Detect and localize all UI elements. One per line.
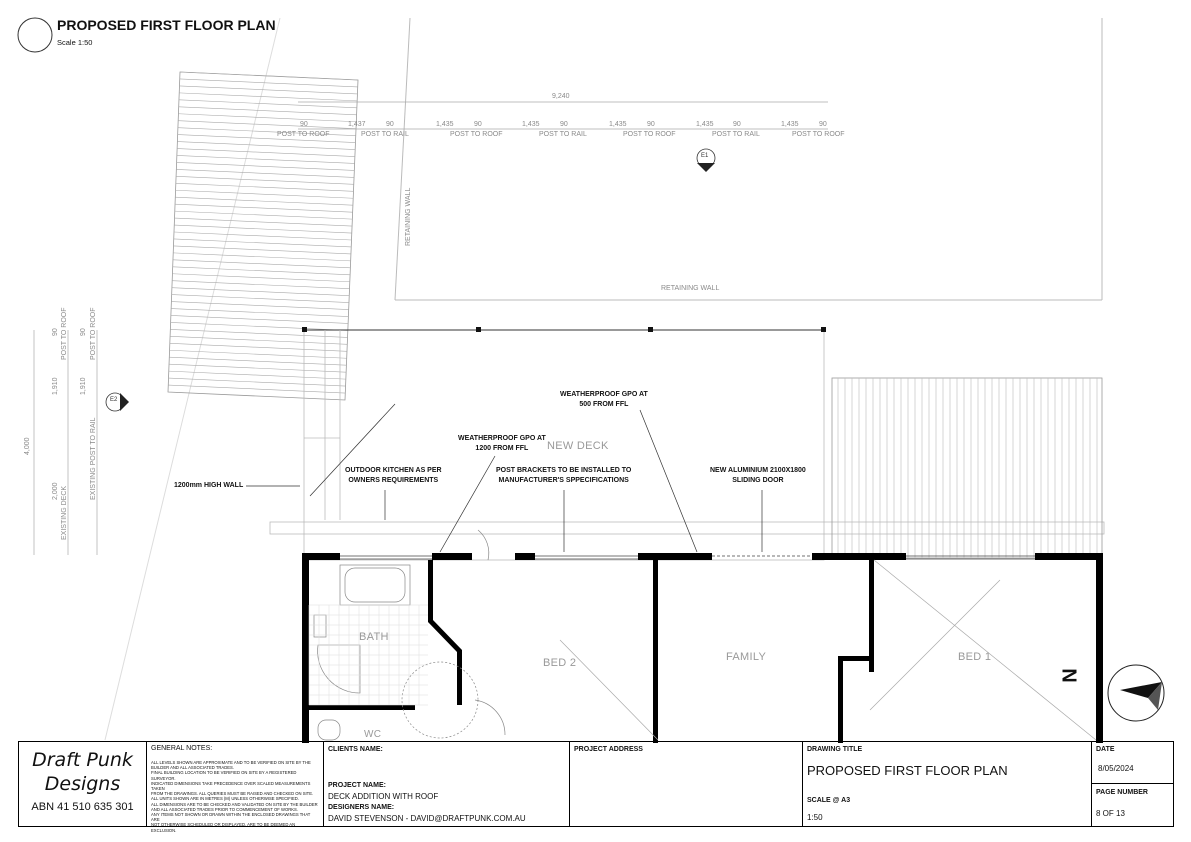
- dim-overall: 9,240: [552, 93, 570, 100]
- dim-left-label: POST TO ROOF: [61, 307, 68, 360]
- drawing-title: PROPOSED FIRST FLOOR PLAN: [57, 17, 276, 33]
- date-label: DATE: [1096, 746, 1115, 753]
- bath-tiles: [309, 605, 428, 705]
- page-number-value: 8 OF 13: [1096, 809, 1125, 818]
- dim-text: 90: [819, 121, 827, 128]
- general-note: INDICATED DIMENSIONS TAKE PRECEDENCE OVER SCALED MEASUREMENTS TAKEN: [151, 780, 311, 792]
- brand-cell: [18, 741, 147, 827]
- room-label-bath: BATH: [359, 631, 389, 643]
- elevation-label-e1: E1: [701, 153, 709, 159]
- north-arrow: [1108, 665, 1164, 721]
- post-label: POST TO RAIL: [539, 131, 587, 138]
- dim-text: 90: [300, 121, 308, 128]
- general-note: FROM THE DRAWINGS. ALL QUERIES MUST BE RAISED AND CHECKED ON SITE.: [151, 791, 314, 797]
- dim-left: 2,000: [52, 482, 59, 500]
- north-label: N: [1059, 668, 1082, 683]
- general-note: AND ALL ASSOCIATED TRADES PRIOR TO COMMENCEMENT OF WORKS.: [151, 806, 298, 812]
- title-bubble: [18, 18, 52, 52]
- dim-text: 1,435: [781, 121, 799, 128]
- dim-left: 90: [52, 328, 59, 336]
- dim-text: 1,435: [609, 121, 627, 128]
- dim-text: 1,435: [696, 121, 714, 128]
- existing-deck-hatch-right: [832, 378, 1102, 558]
- post-label: POST TO ROOF: [792, 131, 845, 138]
- general-note: ALL UNITS SHOWN ARE IN METRES (M) UNLESS OTHERWISE SPECIFIED.: [151, 796, 299, 802]
- note-outdoor-kitchen: OUTDOOR KITCHEN AS PER OWNERS REQUIREMENTS: [345, 467, 442, 484]
- post-label: POST TO ROOF: [277, 131, 330, 138]
- dim-left-label: EXISTING POST TO RAIL: [90, 417, 97, 500]
- existing-roof-hatch: [168, 72, 358, 400]
- dim-left: 90: [80, 328, 87, 336]
- project-name-label: PROJECT NAME:: [328, 782, 386, 789]
- general-notes-label: GENERAL NOTES:: [151, 745, 213, 752]
- designers-name: DAVID STEVENSON - DAVID@DRAFTPUNK.COM.AU: [328, 814, 526, 823]
- brand-line1: Draft Punk: [32, 749, 133, 771]
- note-post-brackets: POST BRACKETS TO BE INSTALLED TO MANUFACTURER'S SPPECIFICATIONS: [496, 467, 632, 484]
- room-label-bed2: BED 2: [543, 657, 577, 669]
- dim-text: 90: [386, 121, 394, 128]
- dim-text: 90: [560, 121, 568, 128]
- door-swings: [560, 560, 1096, 740]
- dim-left-label: EXISTING DECK: [61, 485, 68, 540]
- general-note: ALL DIMENSIONS ARE TO BE CHECKED AND VALIDATED ON SITE BY THE BUILDER: [151, 801, 318, 807]
- client-cell: [323, 741, 570, 827]
- room-label-bed1: BED 1: [958, 651, 992, 663]
- dim-text: 1,435: [522, 121, 540, 128]
- retaining-wall-label: RETAINING WALL: [405, 187, 412, 246]
- drawing-title-cell: [802, 741, 1092, 827]
- project-address-label: PROJECT ADDRESS: [574, 746, 643, 753]
- page-cell: [1091, 783, 1174, 827]
- room-label-wc: WC: [364, 729, 382, 740]
- general-note: ALL LEVELS SHOWN ARE APPROXIMATE AND TO BE VERIFIED ON SITE BY THE: [151, 760, 311, 765]
- date-value: 8/05/2024: [1098, 764, 1134, 773]
- boundary-line: [395, 18, 410, 300]
- note-high-wall: 1200mm HIGH WALL: [174, 482, 244, 489]
- date-cell: [1091, 741, 1174, 784]
- general-note: NOT OTHERWISE SCHEDULED OR DISPLAYED, ARE TO BE DEEMED AN EXCLUSION.: [151, 822, 296, 833]
- dim-left: 1,910: [80, 377, 87, 395]
- drawing-title-label: DRAWING TITLE: [807, 746, 863, 753]
- retaining-wall-label: RETAINING WALL: [661, 285, 720, 292]
- general-note: FINAL BUILDING LOCATION TO BE VERIFIED ON SITE BY A REGISTERED SURVEYOR.: [151, 770, 297, 781]
- general-note: ANY ITEMS NOT SHOWN OR DRAWN WITHIN THE ENCLOSED DRAWINGS THAT ARE: [151, 812, 311, 823]
- dim-left-total: 4,000: [24, 437, 31, 455]
- note-sliding-door: NEW ALUMINIUM 2100X1800 SLIDING DOOR: [710, 467, 806, 484]
- project-name: DECK ADDITION WITH ROOF: [328, 792, 439, 801]
- dim-left: 1,910: [52, 377, 59, 395]
- dim-text: 90: [474, 121, 482, 128]
- room-label-new-deck: NEW DECK: [547, 440, 609, 452]
- dim-text: 1,435: [436, 121, 454, 128]
- new-deck-outline: [270, 330, 1104, 560]
- designers-label: DESIGNERS NAME:: [328, 804, 395, 811]
- note-gpo-500: WEATHERPROOF GPO AT 500 FROM FFL: [560, 391, 648, 408]
- drawing-scale: Scale 1:50: [57, 38, 93, 47]
- post-label: POST TO ROOF: [450, 131, 503, 138]
- elevation-label-e2: E2: [110, 397, 118, 403]
- scale-value: 1:50: [807, 813, 823, 822]
- dim-text: 90: [733, 121, 741, 128]
- brand-line2: Designs: [44, 773, 121, 795]
- post-label: POST TO RAIL: [361, 131, 409, 138]
- address-cell: [569, 741, 803, 827]
- dim-text: 1,437: [348, 121, 366, 128]
- dim-text: 90: [647, 121, 655, 128]
- room-label-family: FAMILY: [726, 651, 767, 663]
- post-label: POST TO ROOF: [623, 131, 676, 138]
- scale-label: SCALE @ A3: [807, 797, 851, 804]
- general-note: BUILDER AND ALL ASSOCIATED TRADES.: [151, 765, 235, 771]
- dim-left-label: POST TO ROOF: [90, 307, 97, 360]
- general-notes-cell: [146, 741, 324, 833]
- post-label: POST TO RAIL: [712, 131, 760, 138]
- note-gpo-1200: WEATHERPROOF GPO AT 1200 FROM FFL: [458, 435, 546, 452]
- brand-abn: ABN 41 510 635 301: [31, 801, 134, 813]
- clients-label: CLIENTS NAME:: [328, 746, 383, 753]
- drawing-title-value: PROPOSED FIRST FLOOR PLAN: [807, 763, 1008, 778]
- page-number-label: PAGE NUMBER: [1096, 789, 1148, 796]
